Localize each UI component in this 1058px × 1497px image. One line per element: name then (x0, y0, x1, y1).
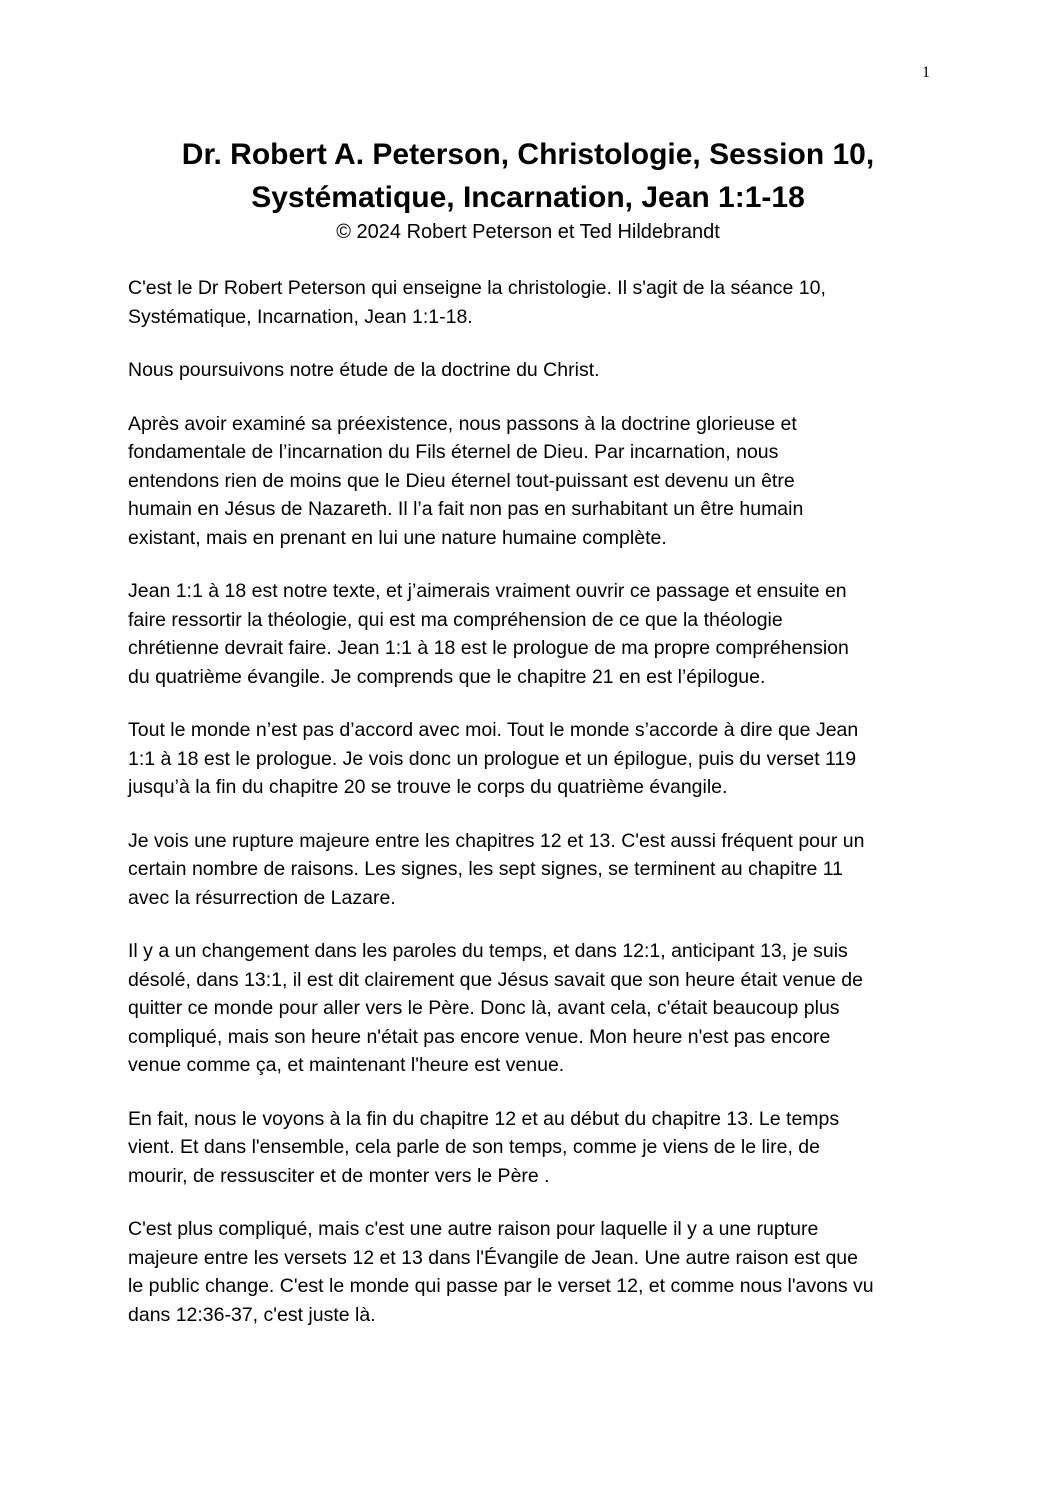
paragraph-line: existant, mais en prenant en lui une nature humaine complète. (128, 526, 667, 549)
paragraph (128, 410, 938, 553)
paragraph-line: Il y a un changement dans les paroles du temps, et dans 12:1, anticipant 13, je suis (128, 940, 848, 962)
paragraph-line: Nous poursuivons notre étude de la doctrine du Christ. (128, 359, 600, 381)
paragraph-line: venue comme ça, et maintenant l'heure est venue. (128, 1054, 565, 1076)
paragraph-line: C'est plus compliqué, mais c'est une autre raison pour laquelle il y a une rupture (128, 1218, 819, 1240)
paragraph-line: Systématique, Incarnation, Jean 1:1-18. (128, 305, 473, 328)
paragraph-line: fondamentale de l’incarnation du Fils éternel de Dieu. Par incarnation, nous (128, 441, 779, 463)
paragraph-line: quitter ce monde pour aller vers le Père. Donc là, avant cela, c'était beaucoup plus (128, 997, 840, 1019)
copyright-notice: © 2024 Robert Peterson et Ted Hildebrandt (336, 221, 720, 243)
document-title-line-2: Systématique, Incarnation, Jean 1:1-18 (251, 181, 805, 214)
paragraph-line: C'est le Dr Robert Peterson qui enseigne la christologie. Il s'agit de la séance 10, (128, 277, 826, 299)
paragraph (128, 274, 938, 331)
paragraph-line: faire ressortir la théologie, qui est ma compréhension de ce que la théologie (128, 608, 783, 631)
paragraph-line: Je vois une rupture majeure entre les chapitres 12 et 13. C'est aussi fréquent pour un (128, 829, 865, 852)
paragraph-line: certain nombre de raisons. Les signes, les sept signes, se terminent au chapitre 11 (128, 858, 844, 880)
paragraph-line: Tout le monde n’est pas d’accord avec moi. Tout le monde s’accorde à dire que Jean (128, 719, 859, 741)
title-block (128, 133, 928, 245)
paragraph (128, 1105, 938, 1191)
paragraph-line: du quatrième évangile. Je comprends que le chapitre 21 en est l’épilogue. (128, 665, 766, 688)
paragraph-line: dans 12:36-37, c'est juste là. (128, 1303, 376, 1326)
paragraph (128, 577, 938, 691)
paragraph-line: mourir, de ressusciter et de monter vers le Père . (128, 1164, 550, 1187)
paragraph (128, 1215, 938, 1329)
paragraph-line: 1:1 à 18 est le prologue. Je vois donc un prologue et un épilogue, puis du verset 119 (128, 747, 857, 770)
paragraph-line: avec la résurrection de Lazare. (128, 886, 396, 909)
paragraph (128, 356, 938, 385)
paragraph-line: humain en Jésus de Nazareth. Il l’a fait non pas en surhabitant un être humain (128, 498, 804, 520)
paragraph-line: En fait, nous le voyons à la fin du chapitre 12 et au début du chapitre 13. Le temps (128, 1107, 840, 1130)
paragraph-line: Jean 1:1 à 18 est notre texte, et j’aimerais vraiment ouvrir ce passage et ensuite en (128, 580, 847, 602)
page-number: 1 (922, 64, 930, 81)
paragraph-line: Après avoir examiné sa préexistence, nous passons à la doctrine glorieuse et (128, 412, 797, 435)
paragraph-line: chrétienne devrait faire. Jean 1:1 à 18 est le prologue de ma propre compréhension (128, 637, 849, 659)
paragraph-line: entendons rien de moins que le Dieu éternel tout-puissant est devenu un être (128, 469, 795, 492)
paragraph-line: vient. Et dans l'ensemble, cela parle de son temps, comme je viens de le lire, de (128, 1136, 820, 1158)
paragraph (128, 827, 938, 913)
paragraph (128, 937, 938, 1080)
paragraph-line: désolé, dans 13:1, il est dit clairement que Jésus savait que son heure était venue de (128, 968, 863, 991)
paragraph-line: jusqu’à la fin du chapitre 20 se trouve le corps du quatrième évangile. (128, 776, 728, 798)
paragraph (128, 716, 938, 802)
document-body (128, 274, 938, 1354)
paragraph-line: le public change. C'est le monde qui passe par le verset 12, et comme nous l'avons vu (128, 1275, 874, 1297)
document-title-line-1: Dr. Robert A. Peterson, Christologie, Session 10, (181, 138, 875, 171)
paragraph-line: majeure entre les versets 12 et 13 dans l'Évangile de Jean. Une autre raison est que (128, 1246, 858, 1269)
paragraph-line: compliqué, mais son heure n'était pas encore venue. Mon heure n'est pas encore (128, 1025, 831, 1048)
